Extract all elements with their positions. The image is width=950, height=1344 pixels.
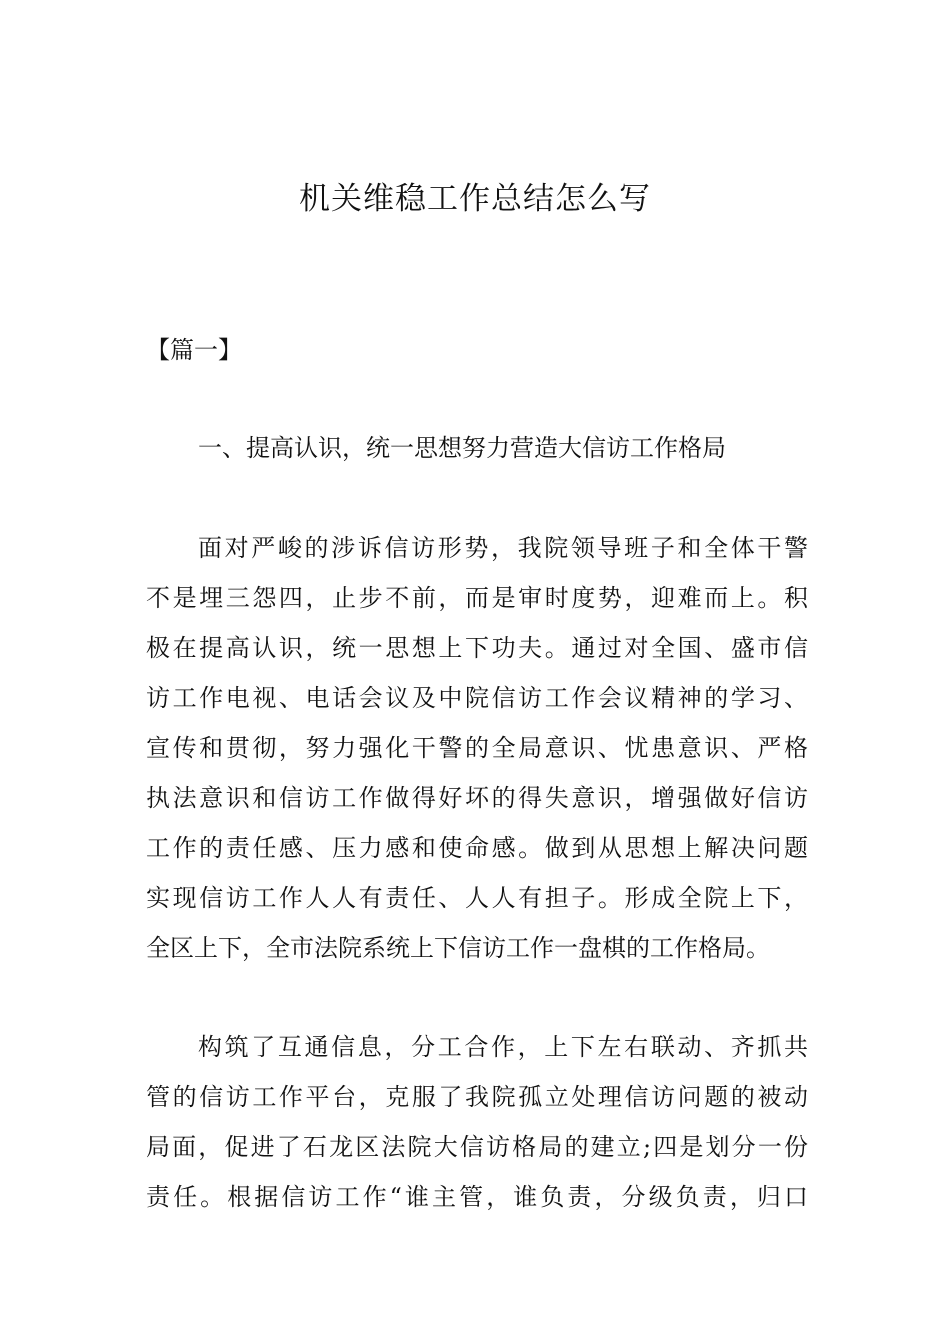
paragraph-line: 极在提高认识，统一思想上下功夫。通过对全国、盛市信 [146,634,808,662]
paragraph-line: 不是埋三怨四，止步不前，而是审时度势，迎难而上。积 [146,584,808,612]
document-title: 机关维稳工作总结怎么写 [299,181,651,217]
paragraph-1 [146,523,808,973]
paragraph-line: 管的信访工作平台，克服了我院孤立处理信访问题的被动 [146,1083,808,1111]
paragraph-line: 局面，促进了石龙区法院大信访格局的建立;四是划分一份 [146,1133,808,1161]
paragraph-line: 执法意识和信访工作做得好坏的得失意识，增强做好信访 [146,784,808,812]
paragraph-line: 访工作电视、电话会议及中院信访工作会议精神的学习、 [146,684,808,712]
paragraph-line: 面对严峻的涉诉信访形势，我院领导班子和全体干警 [198,534,808,562]
section-label: 【篇一】 [146,336,242,364]
paragraph-line: 全区上下，全市法院系统上下信访工作一盘棋的工作格局。 [146,934,770,962]
paragraph-line: 工作的责任感、压力感和使命感。做到从思想上解决问题 [146,834,808,862]
paragraph-line: 构筑了互通信息，分工合作，上下左右联动、齐抓共 [198,1033,808,1061]
section-heading: 一、提高认识，统一思想努力营造大信访工作格局 [198,434,726,462]
paragraph-2 [146,1022,808,1222]
paragraph-line: 实现信访工作人人有责任、人人有担子。形成全院上下， [146,884,808,912]
paragraph-line: 宣传和贯彻，努力强化干警的全局意识、忧患意识、严格 [146,734,808,762]
paragraph-line: 责任。根据信访工作“谁主管，谁负责，分级负责，归口 [146,1183,808,1211]
